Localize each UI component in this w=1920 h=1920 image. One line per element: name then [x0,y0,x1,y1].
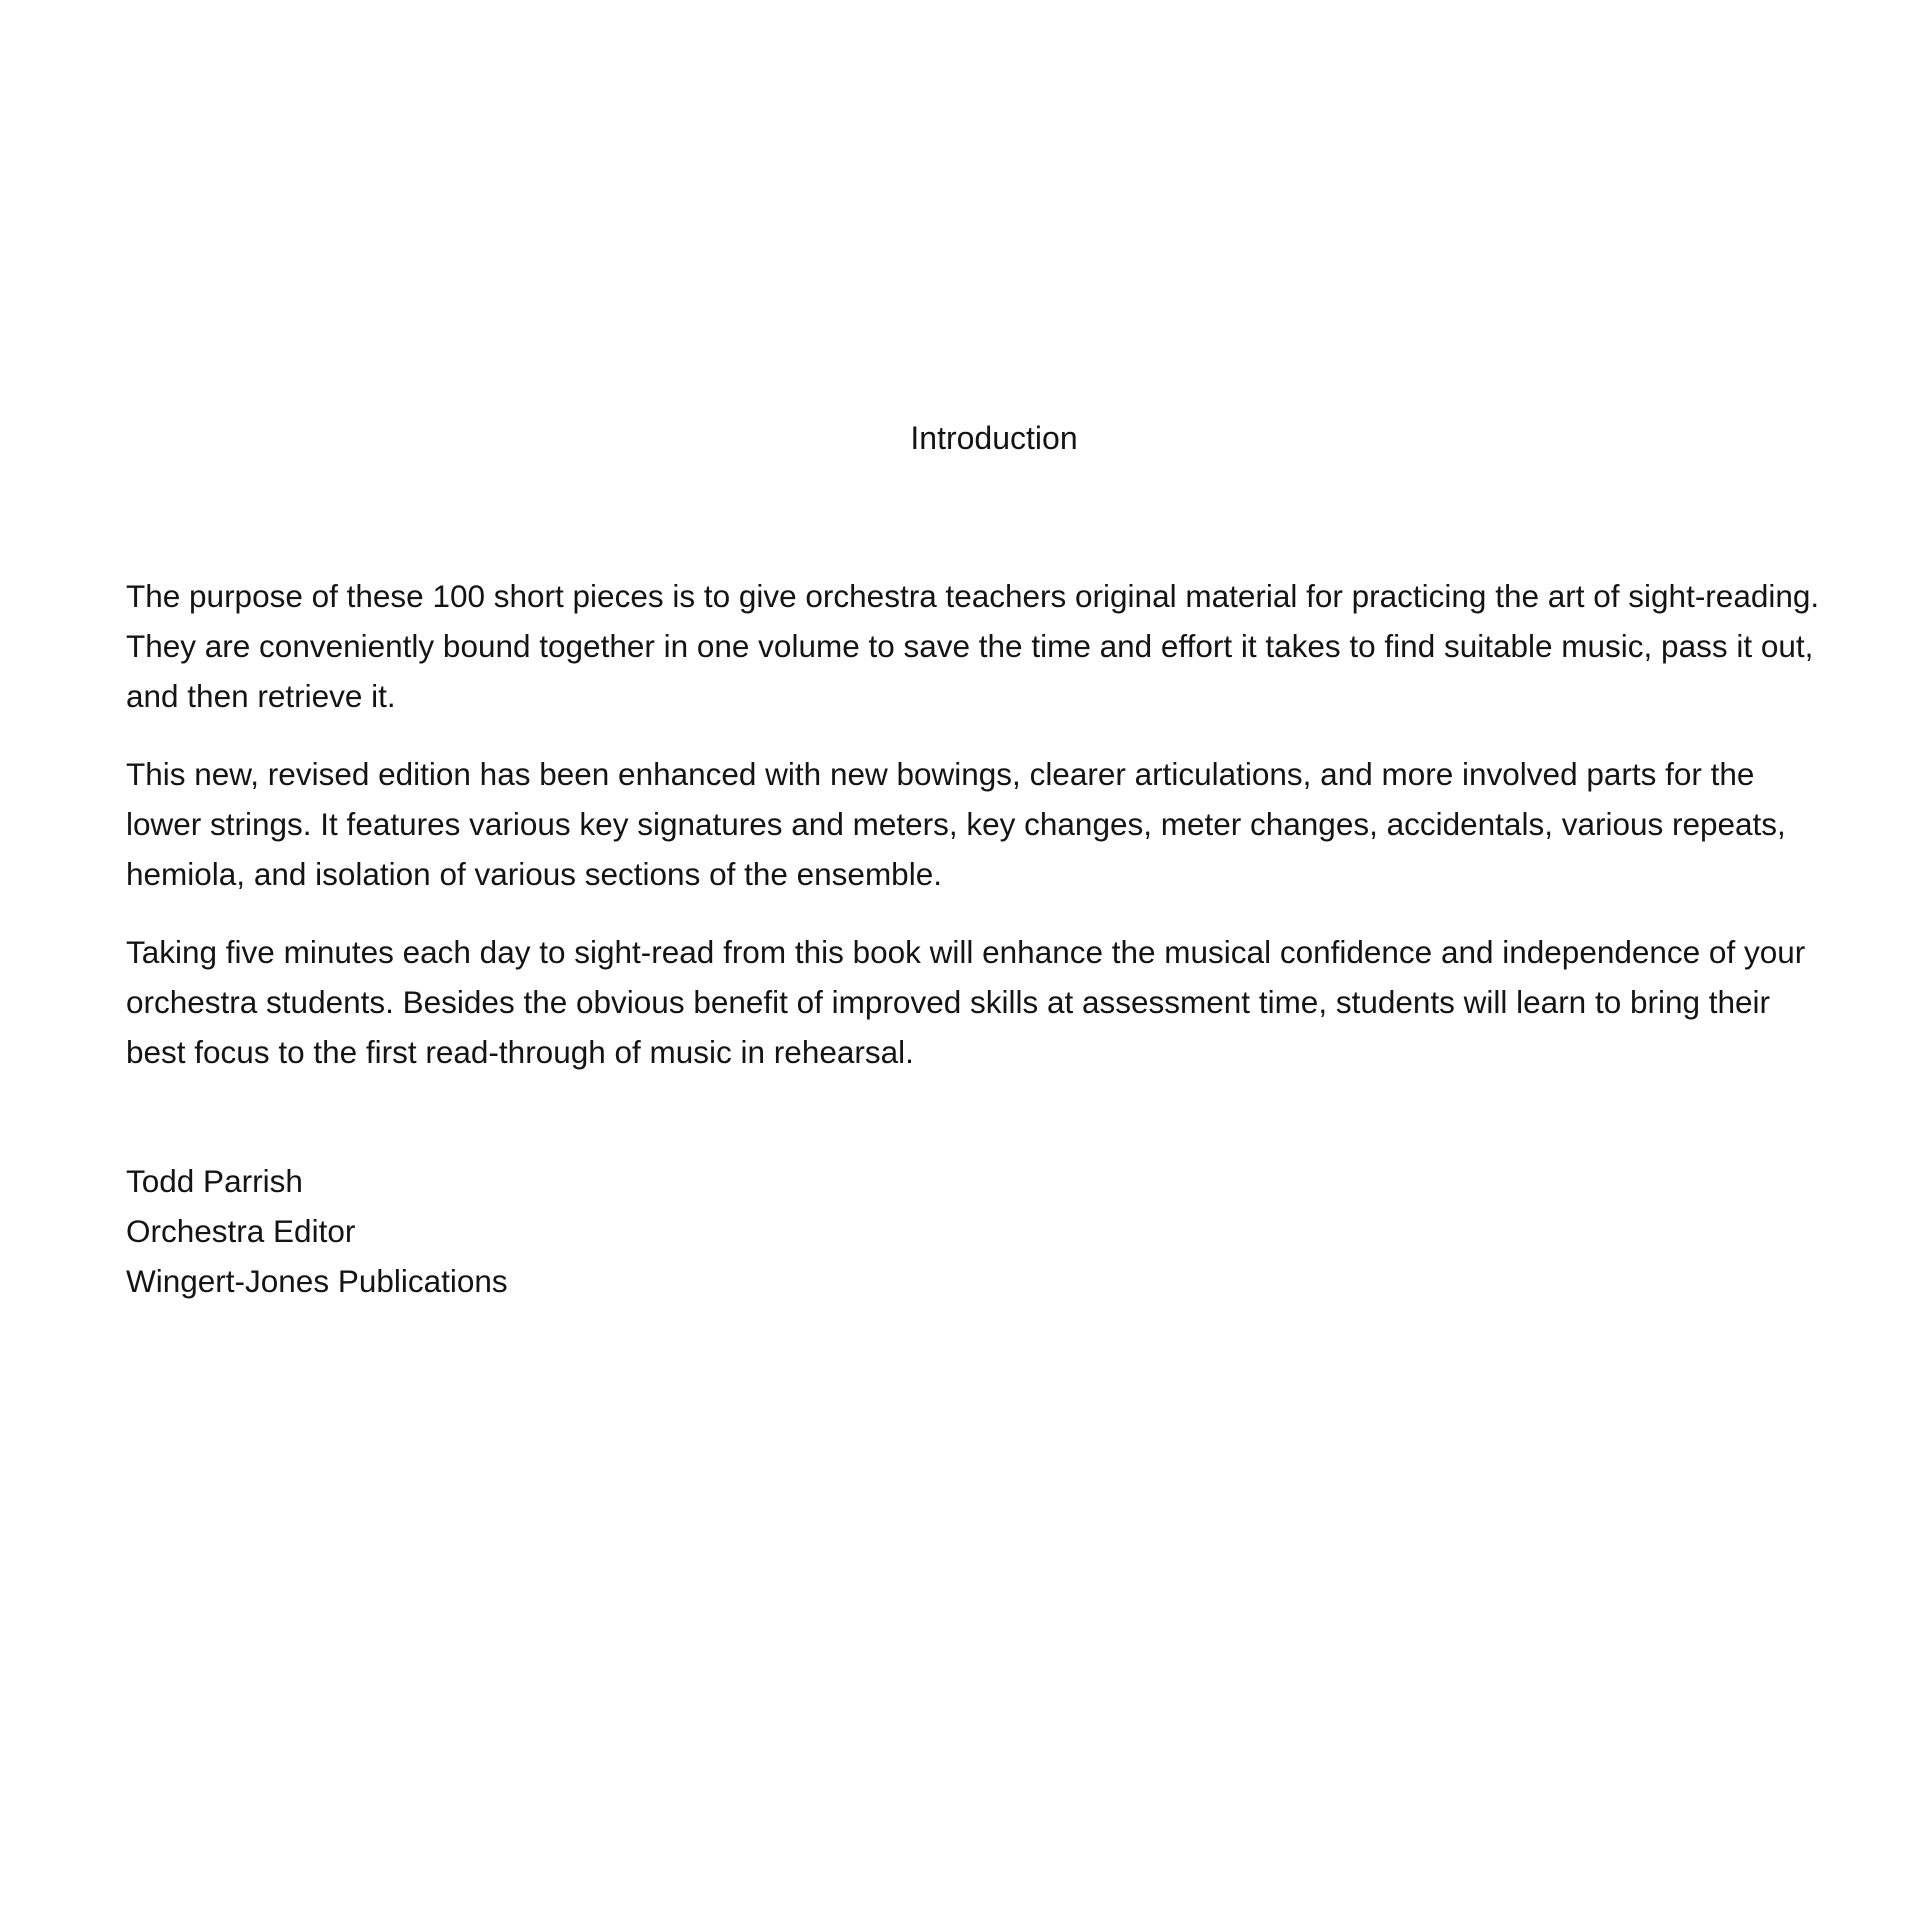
signature-organization: Wingert-Jones Publications [126,1263,508,1299]
paragraph-purpose: The purpose of these 100 short pieces is to give orchestra teachers original material for practicing the art of sight-reading. They are conveniently bound together in one volume to save the time and effort it takes to find suitable music, pass it out, and then retrieve it. [126,578,1820,714]
signature-role: Orchestra Editor [126,1213,356,1249]
paragraph-revised-edition: This new, revised edition has been enhanced with new bowings, clearer articulations, and more involved parts for the lower strings. It features various key signatures and meters, key changes, meter changes, accidentals, various repeats, hemiola, and isolation of various sections of the ensemble. [126,756,1786,892]
introduction-body [126,571,1826,1105]
signature-block [126,1156,508,1306]
paragraph-benefits: Taking five minutes each day to sight-read from this book will enhance the musical confidence and independence of your orchestra students. Besides the obvious benefit of improved skills at assessment time, students will learn to bring their best focus to the first read-through of music in rehearsal. [126,934,1806,1070]
page-title: Introduction [910,420,1078,456]
signature-name: Todd Parrish [126,1163,303,1199]
